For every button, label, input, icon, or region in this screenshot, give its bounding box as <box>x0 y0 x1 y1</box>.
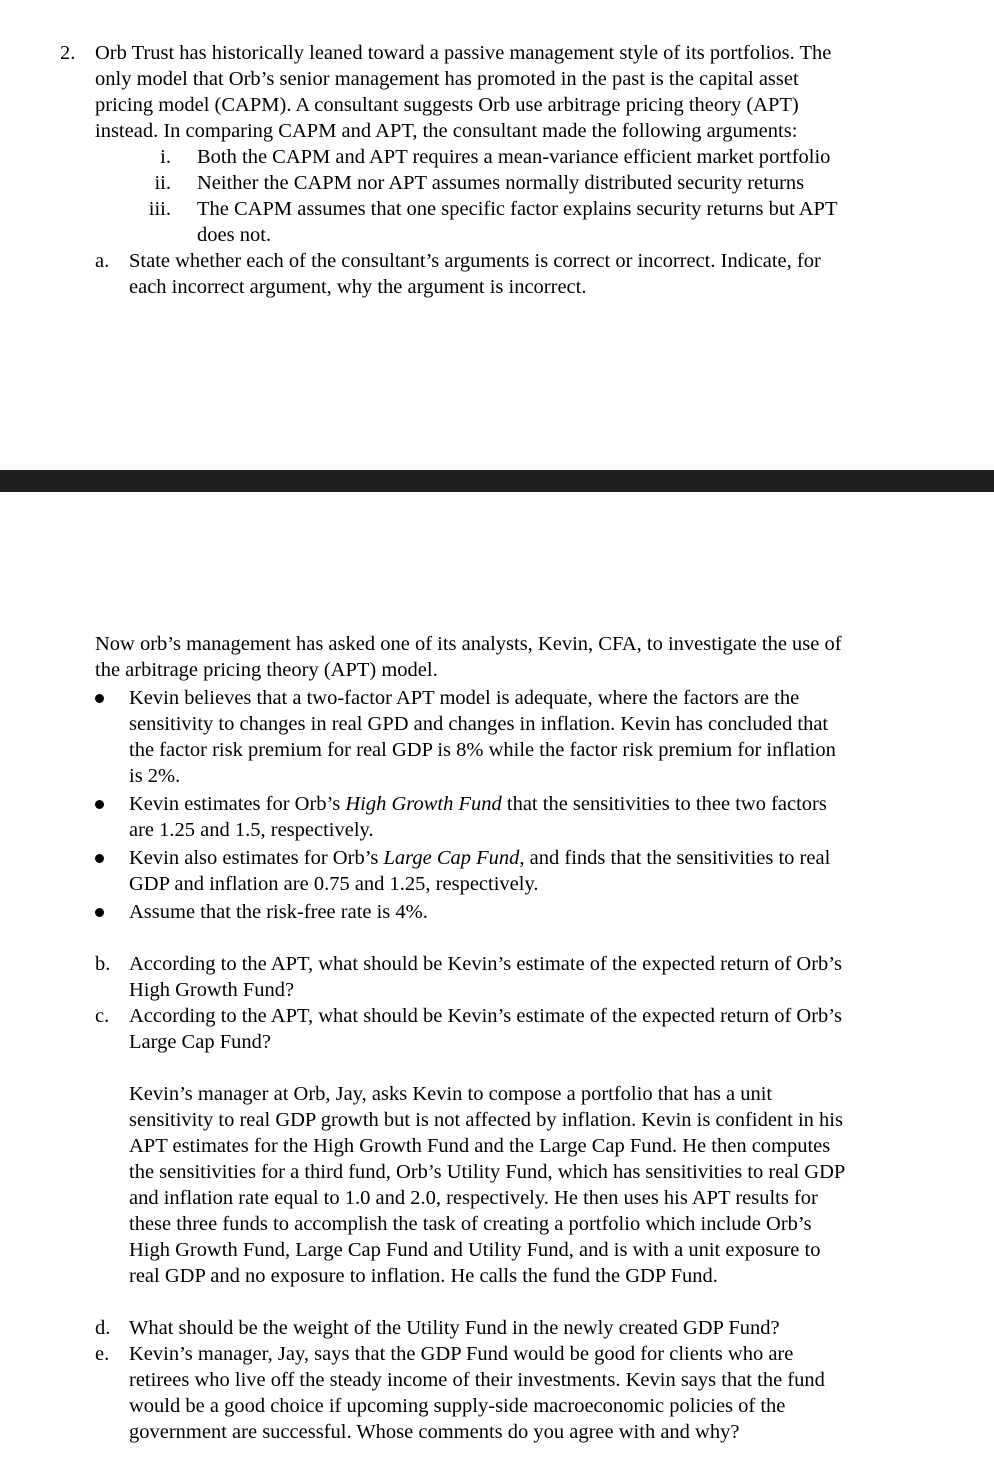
part-text: each incorrect argument, why the argument is incorrect. <box>129 276 587 298</box>
bullet-line: Kevin believes that a two-factor APT model is adequate, where the factors are the <box>129 687 800 709</box>
part-text: State whether each of the consultant’s arguments is correct or incorrect. Indicate, for <box>129 250 821 272</box>
intro-line: instead. In comparing CAPM and APT, the consultant made the following arguments: <box>95 120 798 142</box>
bullet-line: are 1.25 and 1.5, respectively. <box>129 819 374 841</box>
paragraph-line: Kevin’s manager at Orb, Jay, asks Kevin to compose a portfolio that has a unit <box>129 1083 773 1105</box>
section-intro-line: the arbitrage pricing theory (APT) model. <box>95 659 438 681</box>
bullet-icon <box>95 694 104 703</box>
argument-list <box>60 144 920 248</box>
intro-line: Orb Trust has historically leaned toward a passive management style of its portfolios. The <box>95 42 832 64</box>
argument-item <box>60 196 920 248</box>
question-2 <box>60 40 920 300</box>
bullet-line: the factor risk premium for real GDP is 8% while the factor risk premium for inflation <box>129 739 836 761</box>
bullet-text: that the sensitivities to thee two factors <box>501 793 827 815</box>
bullet-icon <box>95 908 104 917</box>
bullet-line <box>129 845 912 871</box>
part-text: High Growth Fund? <box>129 979 295 1001</box>
part-text: According to the APT, what should be Kevin’s estimate of the expected return of Orb’s <box>129 1005 842 1027</box>
argument-text: Neither the CAPM nor APT assumes normally distributed security returns <box>197 172 805 194</box>
bullet-line: Assume that the risk-free rate is 4%. <box>129 901 428 923</box>
argument-text: The CAPM assumes that one specific factor explains security returns but APT <box>197 198 838 220</box>
question-intro <box>95 40 912 144</box>
bullet-item <box>95 791 912 843</box>
part-b <box>95 951 912 1003</box>
fund-name-emphasis: High Growth Fund <box>345 793 502 815</box>
bullet-line: sensitivity to changes in real GPD and changes in inflation. Kevin has concluded that <box>129 713 829 735</box>
page-divider <box>0 470 994 492</box>
paragraph-line: the sensitivities for a third fund, Orb’s Utility Fund, which has sensitivities to real GDP <box>129 1161 846 1183</box>
part-text: What should be the weight of the Utility Fund in the newly created GDP Fund? <box>129 1317 780 1339</box>
part-label: b. <box>95 953 111 975</box>
bullet-icon <box>95 854 104 863</box>
bullet-text: , and finds that the sensitivities to real <box>519 847 831 869</box>
section-kevin <box>95 631 912 1445</box>
paragraph-line: High Growth Fund, Large Cap Fund and Utility Fund, and is with a unit exposure to <box>129 1239 821 1261</box>
argument-item <box>60 144 920 170</box>
part-label: a. <box>95 250 110 272</box>
paragraph-line: these three funds to accomplish the task of creating a portfolio which include Orb’s <box>129 1213 812 1235</box>
bullet-item <box>95 899 912 925</box>
bullet-line: GDP and inflation are 0.75 and 1.25, respectively. <box>129 873 539 895</box>
question-number: 2. <box>60 42 76 64</box>
bullet-line <box>129 791 912 817</box>
intro-line: only model that Orb’s senior management has promoted in the past is the capital asset <box>95 68 799 90</box>
part-text: government are successful. Whose comments do you agree with and why? <box>129 1421 740 1443</box>
bullet-list <box>95 685 912 925</box>
bullet-line: is 2%. <box>129 765 181 787</box>
fund-name-emphasis: Large Cap Fund <box>383 847 520 869</box>
bullet-text: Kevin also estimates for Orb’s <box>129 847 384 869</box>
paragraph-line: real GDP and no exposure to inflation. He calls the fund the GDP Fund. <box>129 1265 718 1287</box>
part-label: c. <box>95 1005 110 1027</box>
gdp-fund-paragraph <box>95 1081 912 1289</box>
paragraph-line: and inflation rate equal to 1.0 and 2.0, respectively. He then uses his APT results for <box>129 1187 818 1209</box>
part-label: d. <box>95 1317 111 1339</box>
argument-text: Both the CAPM and APT requires a mean-variance efficient market portfolio <box>197 146 831 168</box>
paragraph-line: APT estimates for the High Growth Fund and the Large Cap Fund. He then computes <box>129 1135 831 1157</box>
intro-line: pricing model (CAPM). A consultant suggests Orb use arbitrage pricing theory (APT) <box>95 94 799 116</box>
argument-text: does not. <box>197 224 272 246</box>
part-text: Kevin’s manager, Jay, says that the GDP Fund would be good for clients who are <box>129 1343 794 1365</box>
argument-item <box>60 170 920 196</box>
argument-label: ii. <box>154 172 171 194</box>
bullet-item <box>95 845 912 897</box>
bullet-icon <box>95 800 104 809</box>
part-d <box>95 1315 912 1341</box>
part-c <box>95 1003 912 1055</box>
part-text: would be a good choice if upcoming supply-side macroeconomic policies of the <box>129 1395 786 1417</box>
part-label: e. <box>95 1343 110 1365</box>
part-e <box>95 1341 912 1445</box>
part-text: Large Cap Fund? <box>129 1031 271 1053</box>
part-text: According to the APT, what should be Kevin’s estimate of the expected return of Orb’s <box>129 953 842 975</box>
bullet-item <box>95 685 912 789</box>
part-text: retirees who live off the steady income of their investments. Kevin says that the fund <box>129 1369 825 1391</box>
argument-label: i. <box>160 146 171 168</box>
argument-label: iii. <box>148 198 171 220</box>
section-intro-line: Now orb’s management has asked one of its analysts, Kevin, CFA, to investigate the use of <box>95 633 842 655</box>
part-a <box>60 248 920 300</box>
paragraph-line: sensitivity to real GDP growth but is not affected by inflation. Kevin is confident in his <box>129 1109 843 1131</box>
bullet-text: Kevin estimates for Orb’s <box>129 793 346 815</box>
